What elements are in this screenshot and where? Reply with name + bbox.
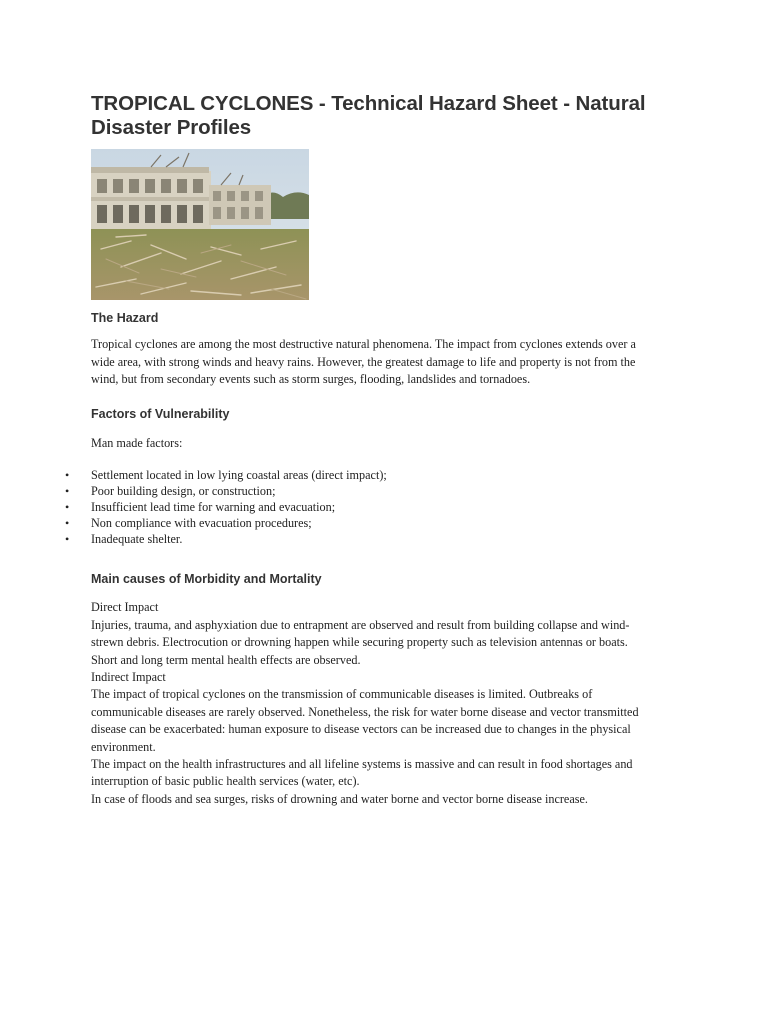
list-item-text: Non compliance with evacuation procedures; (91, 516, 312, 531)
indirect-impact-paragraph: The impact of tropical cyclones on the transmission of communicable diseases is limited. Outbreaks of communicable diseases are rarely observed. Nonetheless, the risk for water borne disease and vector transmitted disease can be exacerbated: human exposure to disease vectors can be increased due to changes in the physical environment. (91, 687, 639, 754)
indirect-impact-label: Indirect Impact (91, 670, 166, 684)
infrastructure-paragraph: The impact on the health infrastructures and all lifeline systems is massive and can result in food shortages and interruption of basic public health services (water, etc). (91, 757, 633, 789)
vulnerability-list (65, 467, 656, 547)
floods-paragraph: In case of floods and sea surges, risks of drowning and water borne and vector borne disease increase. (91, 791, 588, 806)
bullet-icon: • (65, 532, 70, 547)
list-item (65, 467, 656, 483)
bullet-icon: • (65, 500, 70, 515)
man-made-factors-label: Man made factors: (91, 435, 183, 450)
list-item-text: Inadequate shelter. (91, 532, 183, 547)
bullet-icon: • (65, 468, 70, 483)
hazard-paragraph: Tropical cyclones are among the most destructive natural phenomena. The impact from cyclones extends over a wide area, with strong winds and heavy rains. However, the greatest damage to life and property is not from the wind, but from secondary events such as storm surges, flooding, landslides and tornadoes. (91, 337, 636, 387)
bullet-icon: • (65, 516, 70, 531)
list-item (65, 483, 656, 499)
morbidity-heading: Main causes of Morbidity and Mortality (91, 572, 322, 587)
morbidity-section (91, 599, 656, 808)
list-item-text: Poor building design, or construction; (91, 484, 276, 499)
list-item (65, 531, 656, 547)
list-item-text: Settlement located in low lying coastal areas (direct impact); (91, 468, 387, 483)
list-item (65, 515, 656, 531)
list-item (65, 499, 656, 515)
hazard-heading: The Hazard (91, 311, 159, 325)
list-item-text: Insufficient lead time for warning and evacuation; (91, 500, 336, 515)
vulnerability-heading: Factors of Vulnerability (91, 406, 230, 421)
direct-impact-paragraph: Injuries, trauma, and asphyxiation due to entrapment are observed and result from building collapse and wind-strewn debris. Electrocution or drowning happen while securing property such as television antennas or boats. Short and long term mental health effects are observed. (91, 617, 630, 667)
page-title: TROPICAL CYCLONES - Technical Hazard Sheet - Natural Disaster Profiles (91, 92, 646, 139)
bullet-icon: • (65, 484, 70, 499)
cyclone-damage-photo (91, 149, 309, 300)
document-page (65, 92, 656, 808)
direct-impact-label: Direct Impact (91, 600, 159, 615)
